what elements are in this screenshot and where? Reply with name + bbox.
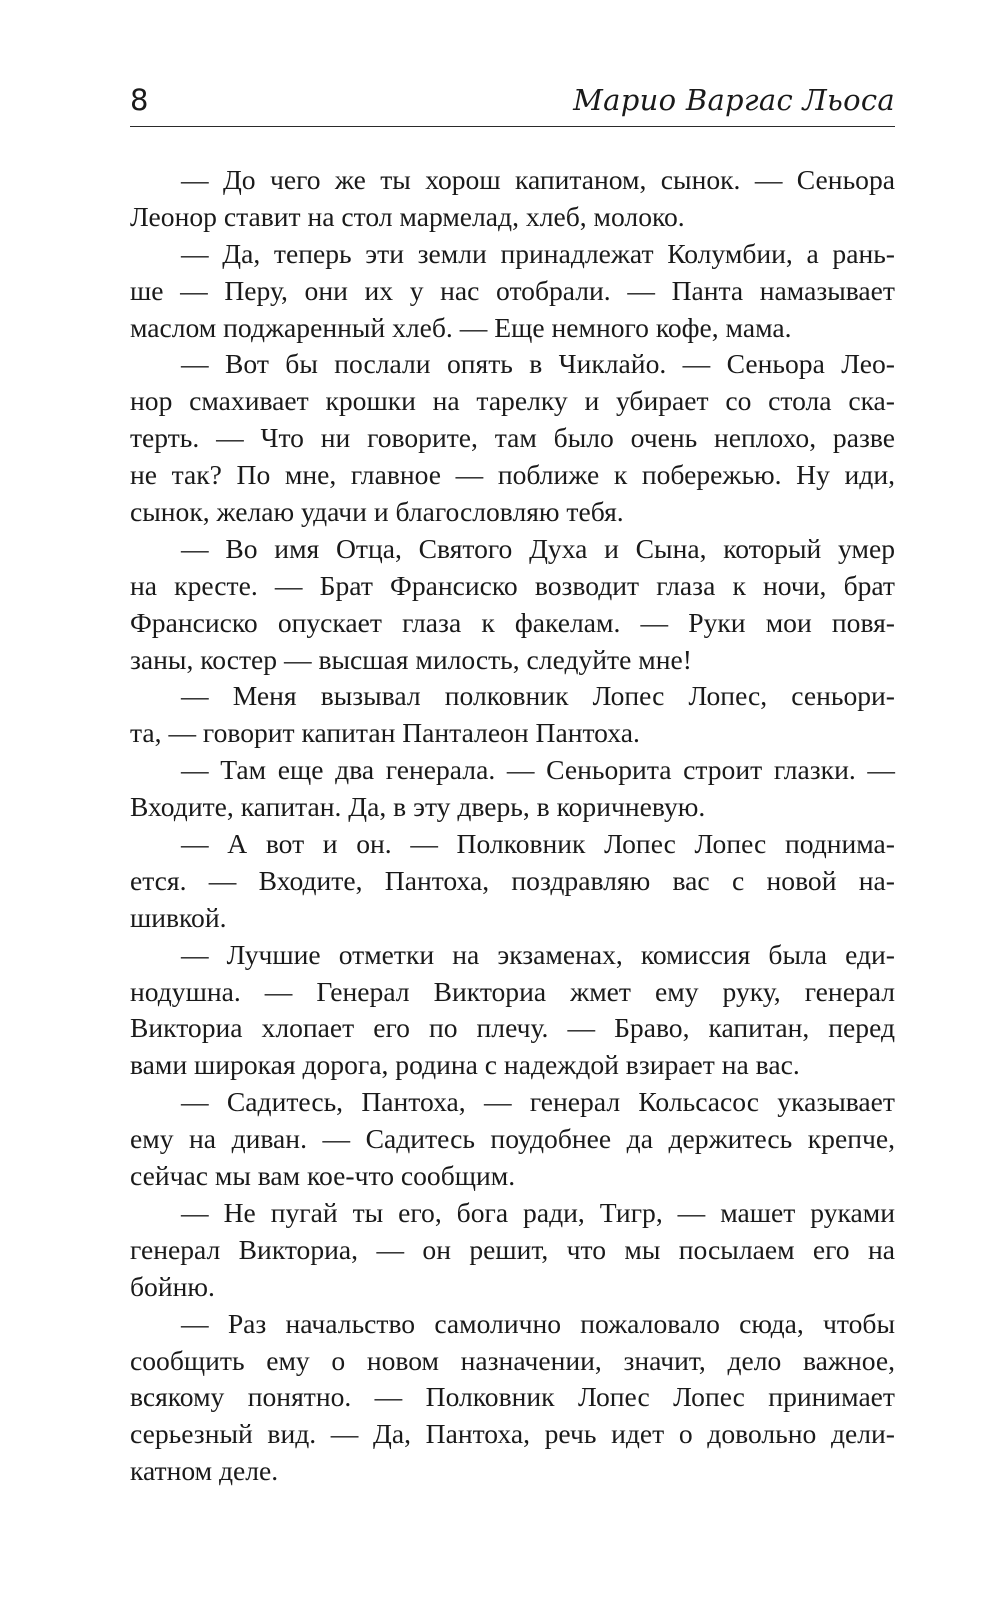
paragraph: [130, 162, 895, 236]
paragraph: [130, 752, 895, 826]
text-line: катном деле.: [130, 1455, 279, 1487]
running-head: [130, 82, 895, 127]
text-line: — Лучшие отметки на экзаменах, комиссия была еди-: [181, 938, 895, 970]
text-line: — Раз начальство самолично пожаловало сюда, чтобы: [181, 1307, 895, 1339]
text-line: нодушна. — Генерал Викториа жмет ему руку, генерал: [130, 975, 895, 1007]
paragraph: [130, 531, 895, 679]
paragraph: [130, 1084, 895, 1195]
text-line: на кресте. — Брат Франсиско возводит глаза к ночи, брат: [130, 569, 895, 601]
text-line: — Не пугай ты его, бога ради, Тигр, — машет руками: [181, 1196, 895, 1228]
text-line: серьезный вид. — Да, Пантоха, речь идет о довольно дели-: [130, 1418, 895, 1450]
text-line: сынок, желаю удачи и благословляю тебя.: [130, 496, 624, 528]
paragraph: [130, 236, 895, 347]
page-number: 8: [130, 83, 149, 117]
text-line: ему на диван. — Садитесь поудобнее да держитесь крепче,: [130, 1123, 895, 1155]
text-body: [130, 162, 895, 1490]
text-line: — Садитесь, Пантоха, — генерал Кольсасос указывает: [181, 1086, 895, 1118]
text-line: нор смахивает крошки на тарелку и убирает со стола ска-: [130, 385, 895, 417]
text-line: Франсиско опускает глаза к факелам. — Руки мои повя-: [130, 606, 895, 638]
text-line: ше — Перу, они их у нас отобрали. — Панта намазывает: [130, 274, 895, 306]
text-line: сообщить ему о новом назначении, значит, дело важное,: [130, 1344, 895, 1376]
paragraph: [130, 937, 895, 1085]
paragraph: [130, 678, 895, 752]
text-line: всякому понятно. — Полковник Лопес Лопес принимает: [130, 1381, 895, 1413]
paragraph: [130, 826, 895, 937]
paragraph: [130, 346, 895, 530]
text-line: шивкой.: [130, 901, 227, 933]
text-line: — Да, теперь эти земли принадлежат Колумбии, а рань-: [181, 237, 895, 269]
text-line: — Меня вызывал полковник Лопес Лопес, сеньори-: [181, 680, 895, 712]
paragraph: [130, 1306, 895, 1490]
text-line: — Вот бы послали опять в Чиклайо. — Сеньора Лео-: [181, 348, 895, 380]
text-line: Леонор ставит на стол мармелад, хлеб, молоко.: [130, 200, 685, 232]
text-line: Входите, капитан. Да, в эту дверь, в коричневую.: [130, 791, 706, 823]
running-title: Марио Варгас Льоса: [573, 83, 895, 117]
text-line: — Там еще два генерала. — Сеньорита строит глазки. —: [181, 754, 895, 786]
text-line: генерал Викториа, — он решит, что мы посылаем его на: [130, 1233, 895, 1265]
text-line: — Во имя Отца, Святого Духа и Сына, который умер: [181, 532, 895, 564]
text-line: терть. — Что ни говорите, там было очень неплохо, разве: [130, 422, 895, 454]
text-line: ется. — Входите, Пантоха, поздравляю вас с новой на-: [130, 864, 895, 896]
text-line: бойню.: [130, 1270, 215, 1302]
paragraph: [130, 1195, 895, 1306]
text-line: Викториа хлопает его по плечу. — Браво, капитан, перед: [130, 1012, 895, 1044]
text-line: — А вот и он. — Полковник Лопес Лопес поднима-: [181, 828, 895, 860]
text-line: заны, костер — высшая милость, следуйте мне!: [130, 643, 692, 675]
text-line: та, — говорит капитан Панталеон Пантоха.: [130, 717, 640, 749]
text-line: вами широкая дорога, родина с надеждой взирает на вас.: [130, 1049, 800, 1081]
text-line: — До чего же ты хорош капитаном, сынок. — Сеньора: [181, 164, 895, 195]
text-line: маслом поджаренный хлеб. — Еще немного кофе, мама.: [130, 311, 792, 343]
text-line: не так? По мне, главное — поближе к побережью. Ну иди,: [130, 459, 895, 491]
text-line: сейчас мы вам кое-что сообщим.: [130, 1160, 516, 1192]
